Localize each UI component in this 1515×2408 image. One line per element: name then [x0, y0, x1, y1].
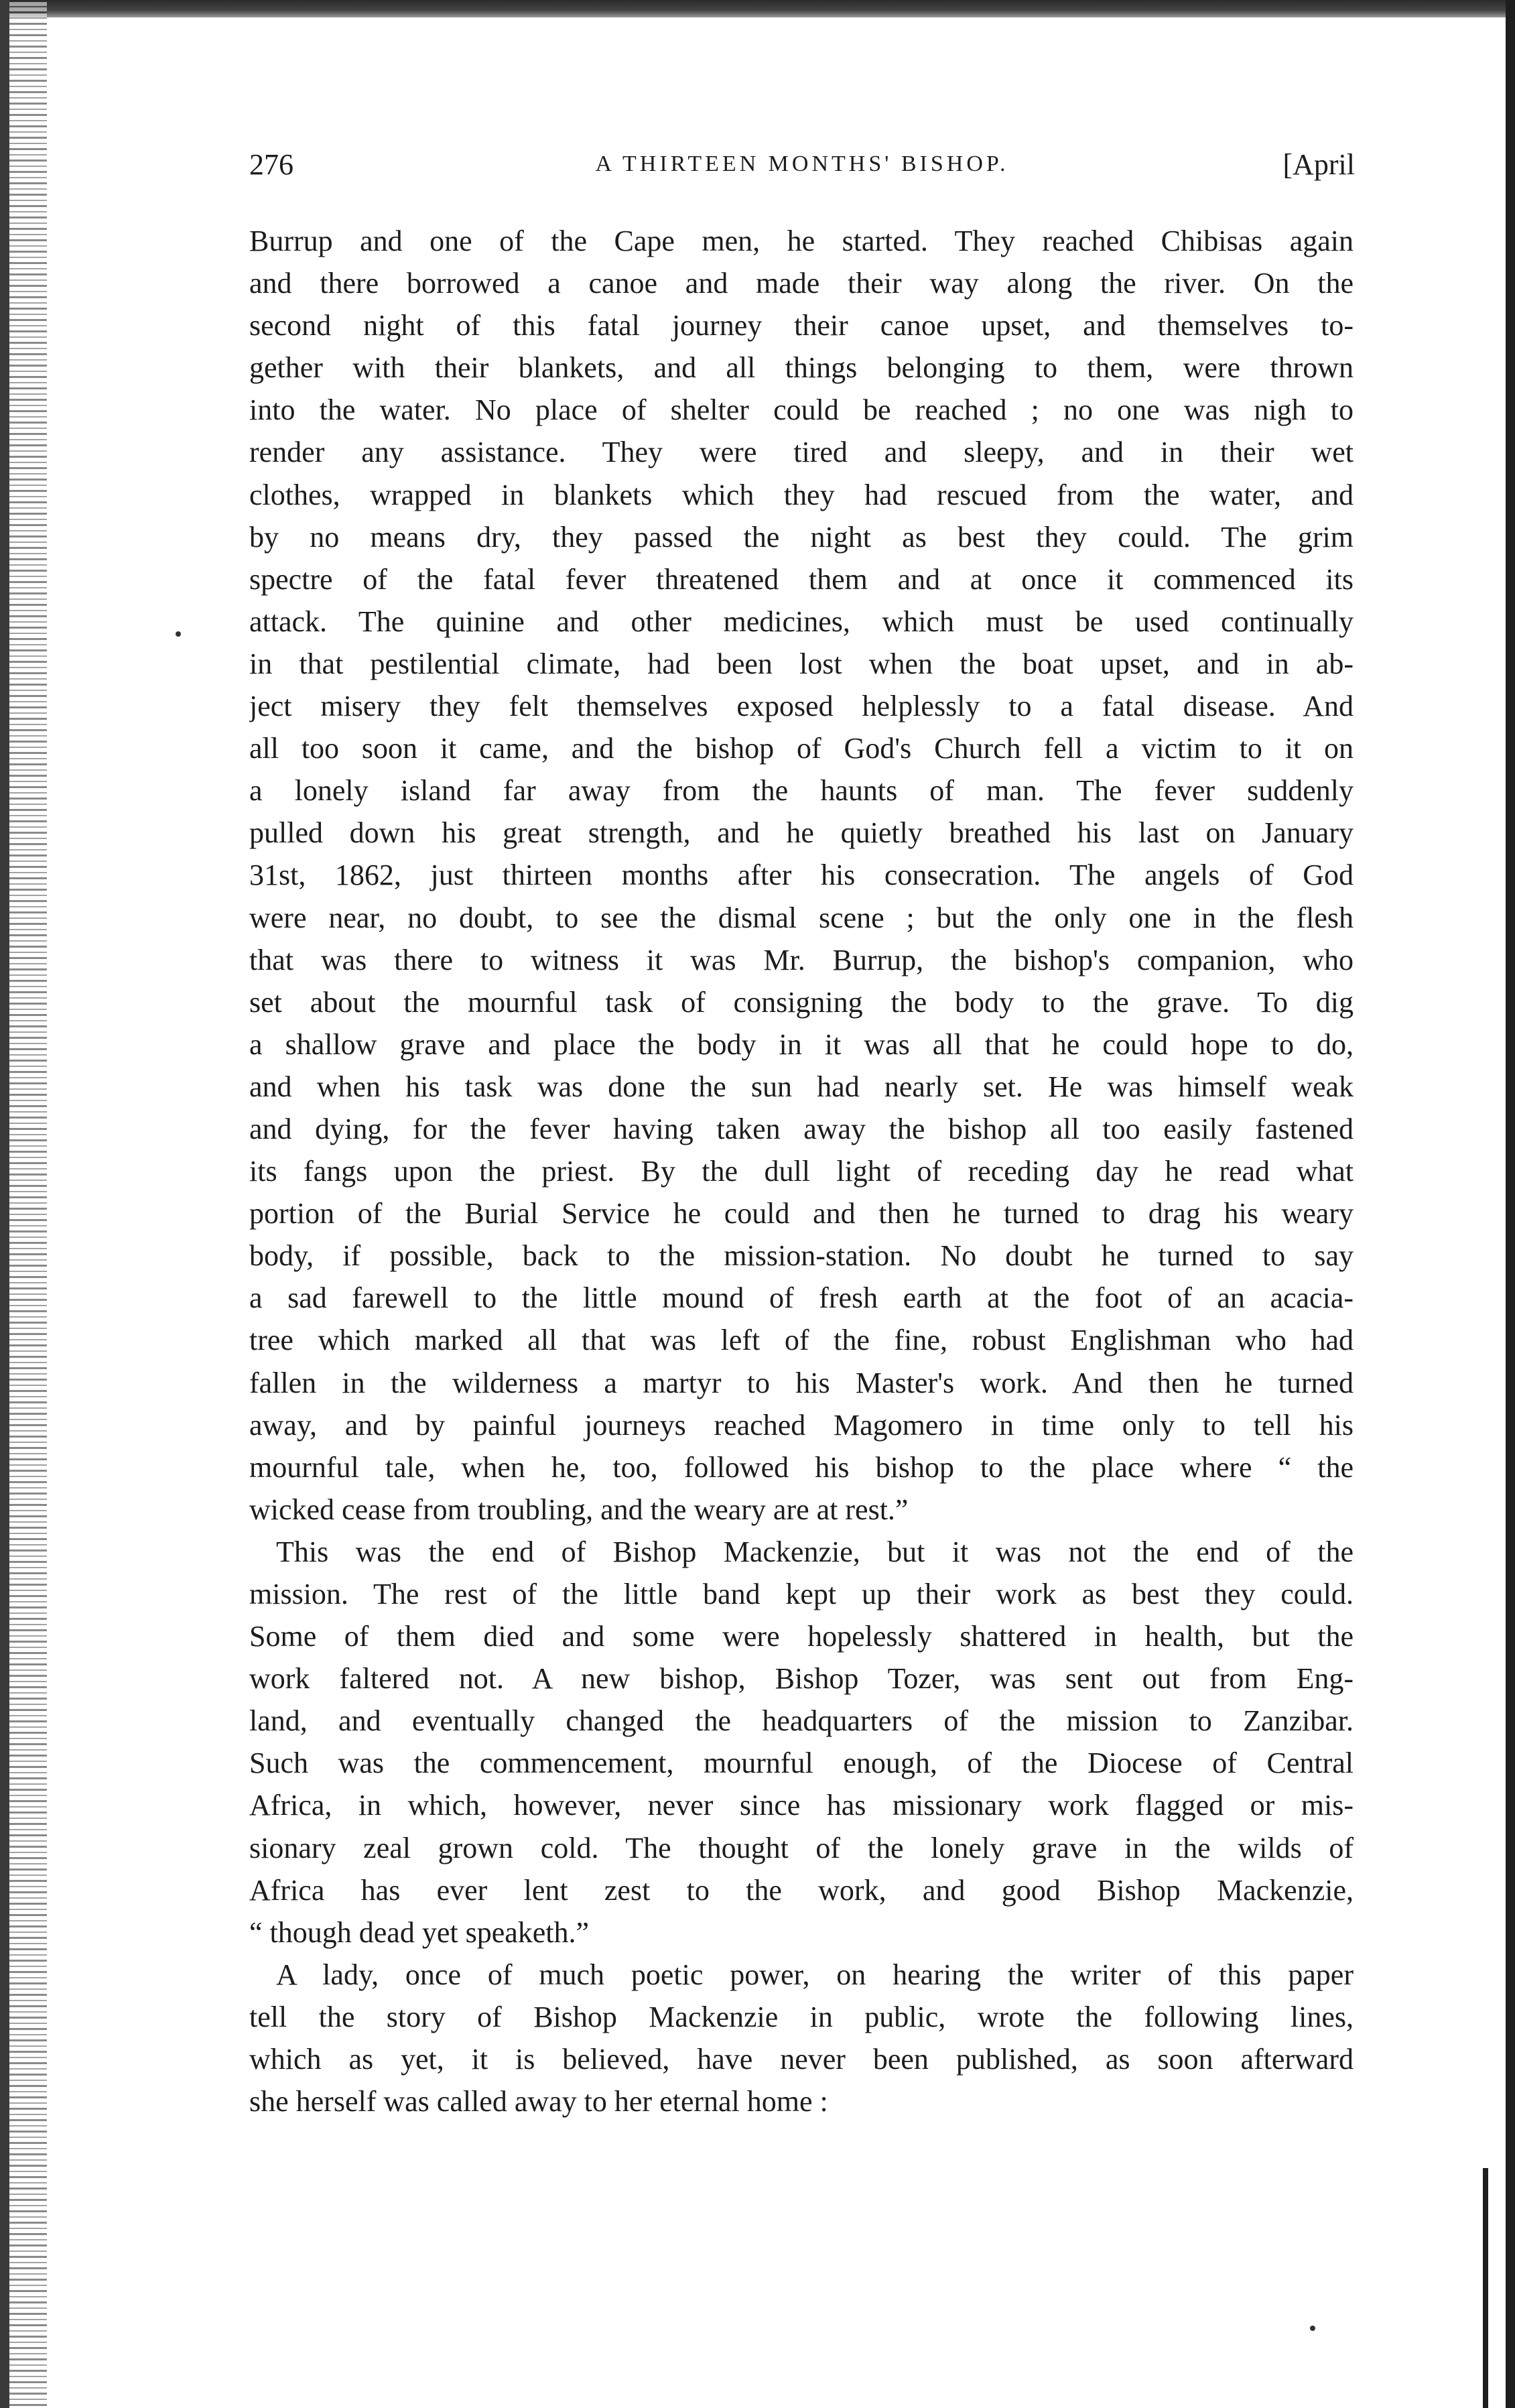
text-line: which as yet, it is believed, have never been published, as soon afterward: [249, 2043, 1354, 2076]
scan-speck: [176, 631, 181, 637]
text-line: all too soon it came, and the bishop of God's Church fell a victim to it on: [249, 732, 1354, 765]
scan-right-margin-mark: [1483, 2168, 1488, 2408]
text-line: “ though dead yet speaketh.”: [249, 1915, 590, 1949]
text-line: work faltered not. A new bishop, Bishop Tozer, was sent out from Eng-: [249, 1662, 1354, 1696]
text-line: wicked cease from troubling, and the weary are at rest.”: [249, 1493, 909, 1526]
text-line: 31st, 1862, just thirteen months after his consecration. The angels of God: [249, 859, 1354, 892]
running-title: A THIRTEEN MONTHS' BISHOP.: [595, 151, 1009, 176]
text-line: spectre of the fatal fever threatened them and at once it commenced its: [249, 562, 1354, 596]
text-line: land, and eventually changed the headquarters of the mission to Zanzibar.: [249, 1704, 1354, 1738]
text-line: away, and by painful journeys reached Magomero in time only to tell his: [249, 1408, 1354, 1442]
text-line: into the water. No place of shelter could be reached ; no one was nigh to: [249, 393, 1354, 427]
text-line: Africa, in which, however, never since has missionary work flagged or mis-: [249, 1789, 1354, 1822]
scan-right-edge: [1506, 0, 1515, 2408]
text-line: attack. The quinine and other medicines, which must be used continually: [249, 605, 1354, 638]
text-line: body, if possible, back to the mission-station. No doubt he turned to say: [249, 1239, 1354, 1273]
text-line: tree which marked all that was left of the fine, robust Englishman who had: [249, 1324, 1354, 1357]
text-line: a lonely island far away from the haunts of man. The fever suddenly: [249, 774, 1354, 808]
text-line: Such was the commencement, mournful enough, of the Diocese of Central: [249, 1747, 1354, 1780]
text-line: tell the story of Bishop Mackenzie in public, wrote the following lines,: [249, 2000, 1354, 2033]
text-line: fallen in the wilderness a martyr to his Master's work. And then he turned: [249, 1366, 1354, 1399]
text-line: Burrup and one of the Cape men, he started. They reached Chibisas again: [249, 225, 1354, 257]
text-line: mournful tale, when he, too, followed his bishop to the place where “ the: [249, 1450, 1354, 1484]
text-line: a shallow grave and place the body in it was all that he could hope to do,: [249, 1027, 1354, 1061]
page-number: 276: [249, 148, 293, 181]
text-line: Africa has ever lent zest to the work, and good Bishop Mackenzie,: [249, 1873, 1354, 1907]
text-line: second night of this fatal journey their canoe upset, and themselves to-: [249, 309, 1354, 342]
paragraph: [249, 220, 1354, 1531]
text-line: she herself was called away to her eternal home :: [249, 2085, 828, 2118]
text-line: render any assistance. They were tired and sleepy, and in their wet: [249, 436, 1354, 469]
text-line: in that pestilential climate, had been lost when the boat upset, and in ab-: [249, 647, 1354, 680]
text-line: gether with their blankets, and all things belonging to them, were thrown: [249, 351, 1354, 385]
text-line: and dying, for the fever having taken away the bishop all too easily fastened: [249, 1112, 1354, 1145]
text-line: were near, no doubt, to see the dismal scene ; but the only one in the flesh: [249, 901, 1354, 934]
text-line: clothes, wrapped in blankets which they had rescued from the water, and: [249, 478, 1354, 511]
scan-top-edge: [0, 0, 1515, 17]
text-line: and when his task was done the sun had nearly set. He was himself weak: [249, 1070, 1354, 1103]
scan-speck: [1310, 2326, 1315, 2331]
text-line: a sad farewell to the little mound of fresh earth at the foot of an acacia-: [249, 1281, 1354, 1315]
text-line: This was the end of Bishop Mackenzie, but it was not the end of the: [276, 1535, 1354, 1568]
text-line: its fangs upon the priest. By the dull light of receding day he read what: [249, 1155, 1354, 1188]
text-body: [249, 220, 1354, 2122]
text-line: by no means dry, they passed the night as best they could. The grim: [249, 520, 1354, 554]
paragraph: [249, 1954, 1354, 2122]
text-line: and there borrowed a canoe and made their way along the river. On the: [249, 267, 1354, 300]
text-line: pulled down his great strength, and he quietly breathed his last on January: [249, 816, 1354, 850]
text-line: Some of them died and some were hopelessly shattered in health, but the: [249, 1620, 1354, 1653]
scan-left-edge: [0, 0, 9, 2408]
text-line: that was there to witness it was Mr. Burrup, the bishop's companion, who: [249, 943, 1354, 976]
running-head: [249, 147, 1355, 194]
text-line: portion of the Burial Service he could and then he turned to drag his weary: [249, 1197, 1354, 1230]
running-month: [April: [1282, 148, 1355, 181]
text-line: A lady, once of much poetic power, on hearing the writer of this paper: [276, 1958, 1354, 1991]
text-line: set about the mournful task of consigning the body to the grave. To dig: [249, 985, 1354, 1019]
text-line: sionary zeal grown cold. The thought of the lonely grave in the wilds of: [249, 1831, 1354, 1864]
paragraph: [249, 1531, 1354, 1954]
text-line: mission. The rest of the little band kept up their work as best they could.: [249, 1578, 1354, 1610]
text-line: ject misery they felt themselves exposed helplessly to a fatal disease. And: [249, 690, 1354, 723]
